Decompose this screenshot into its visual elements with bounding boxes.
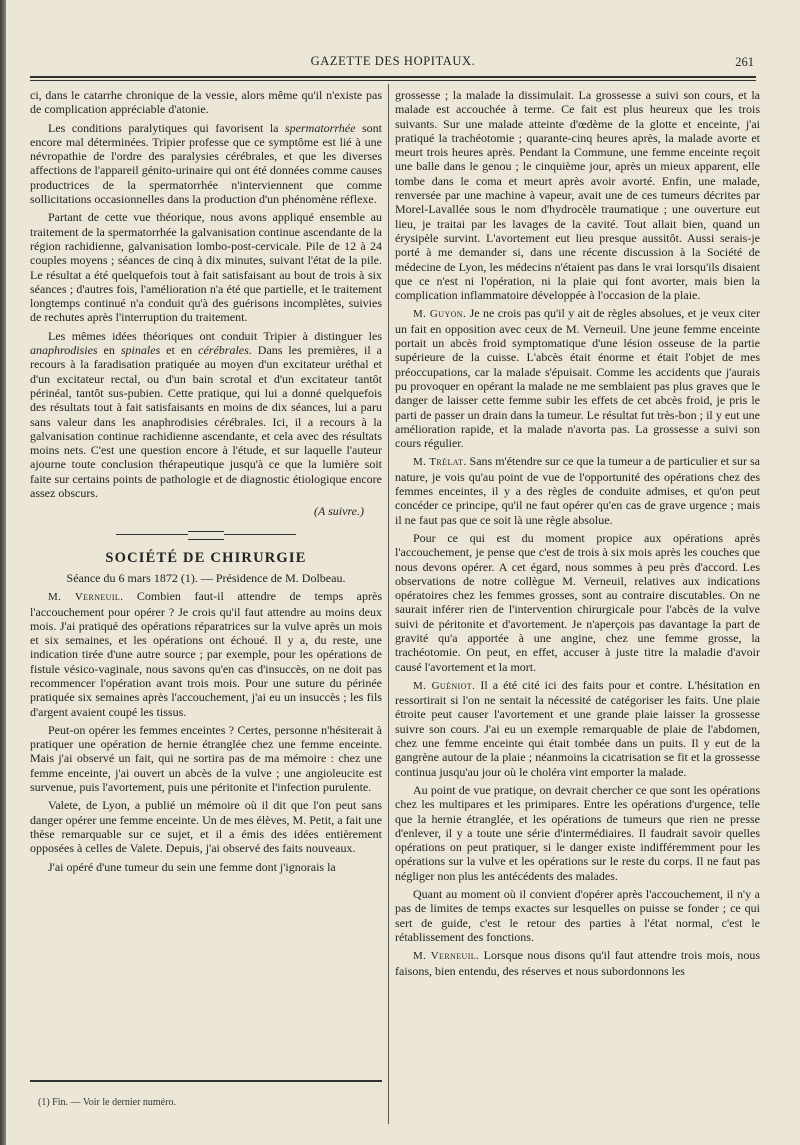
speaker-name: M. Verneuil.	[48, 591, 124, 604]
section-title: SOCIÉTÉ DE CHIRURGIE	[105, 549, 307, 566]
paragraph: M. Verneuil. Lorsque nous disons qu'il faut attendre trois mois, nous faisons, bien entendu, des réserves et nous subordonnons les	[395, 948, 760, 978]
page-number: 261	[735, 55, 754, 69]
paragraph: M. Trélat. Sans m'étendre sur ce que la tumeur a de particulier et sur sa nature, je vois qu'au point de vue de l'opportunité des opérations chez des femmes enceintes, il y a des règles de conduite admises, et qu'on peut concéder ce principe, qu'il ne faut opérer qu'en cas de grave urgence ; mais il ne faut pas que ce soit là une règle absolue.	[395, 454, 760, 527]
left-column	[30, 88, 382, 1128]
paragraph: M. Guyon. Je ne crois pas qu'il y ait de règles absolues, et je veux citer un fait en opposition avec ceux de M. Verneuil. Une jeune femme enceinte portait un abcès froid symptomatique d'une lésion osseuse de la partie supérieure de la cuisse. L'abcès était énorme et était l'objet de mes préoccupations, car la malade s'épuisait. Comme les accidents que j'aurais pu provoquer en opérant la malade ne me semblaient pas plus graves que le danger de laisser cette femme subir les effets de cet abcès froid, je pris le parti de passer un drain dans la tumeur. Le résultat fut très-bon ; il y eut une amélioration rapide, et la malade n'avorta pas. La grossesse a suivi son cours régulier.	[395, 306, 760, 451]
footnote-rule	[30, 1080, 382, 1083]
column-divider	[388, 84, 389, 1124]
speaker-name: M. Trélat.	[413, 456, 467, 469]
speaker-name: M. Verneuil.	[413, 950, 480, 963]
session-line: Séance du 6 mars 1872 (1). — Présidence de M. Dolbeau.	[66, 570, 346, 585]
paragraph: J'ai opéré d'une tumeur du sein une femme dont j'ignorais la	[48, 859, 336, 874]
journal-title: GAZETTE DES HOPITAUX.	[310, 54, 476, 68]
section-ornament	[116, 531, 296, 539]
paragraph: ci, dans le catarrhe chronique de la vessie, alors même qu'il n'existe pas de complication appréciable d'atonie.	[30, 88, 382, 117]
paragraph: Les mêmes idées théoriques ont conduit Tripier à distinguer les anaphrodisies en spinales et en cérébrales. Dans les premières, il a recours à la faradisation pratiquée au moyen d'un excitateur uréthal et d'un excitateur rectal, ou d'un bain scrotal et d'un excitateur tantôt périnéal, tantôt sus-pubien. Cette pratique, qui lui a donné quelquefois des résultats tout à fait satisfaisants en moins de dix séances, lui a paru sans valeur dans les anaphrodisies cérébrales. Ici, il a recours à la galvanisation continue rachidienne ascendante, et cela avec des résultats moins nets. C'est une question encore à l'étude, et sur laquelle l'auteur ajourne toute conclusion thérapeutique jusqu'à ce que la lumière soit faite sur certains points de pathologie et de diagnostic étiologique encore assez obscurs.	[30, 328, 382, 501]
paragraph: grossesse ; la malade la dissimulait. La grossesse a suivi son cours, et la malade est accouchée à terme. Ce fait est plus heureux que les trois suivants. Sur une malade atteinte d'œdème de la glotte et enceinte, j'ai pratiqué la trachéotomie ; quarante-cinq heures après, la malade avorte et meurt trois heures après. Pendant la Commune, une femme enceinte reçoit une balle dans le genou ; le cinquième jour, après un mieux apparent, elle tombe dans le coma et meurt après avoir avorté. Enfin, une malade, renversée par une machine à vapeur, avait une de ces tumeurs décrites par Morel-Lavallée sous le nom d'hydrocèle traumatique ; une ouverture eut lieu, je traitai par les lavages de la cavité. Tout allait bien, quand un érysipèle survint. L'avortement eut lieu presque aussitôt. Aussi serais-je porté à me demander si, dans une récente discussion à la Société de médecine de Lyon, les médecins n'étaient pas dans le vrai lorsqu'ils disaient que ce n'est ni l'opération, ni la plaie qui font avorter, mais bien la complication inflammatoire développée à l'occasion de la plaie.	[395, 88, 760, 303]
paragraph: Valete, de Lyon, a publié un mémoire où il dit que l'on peut sans danger opérer une femme enceinte. Un de mes élèves, M. Petit, a fait une thèse remarquable sur ce sujet, et il a émis des idées entièrement opposées à celles de Valete. Depuis, j'ai observé des faits nouveaux.	[30, 798, 382, 856]
header-rule	[30, 76, 756, 81]
paragraph: M. Verneuil. Combien faut-il attendre de temps après l'accouchement pour opérer ? Je crois qu'il faut attendre au moins deux mois. J'ai pratiqué des opérations réparatrices sur la vulve après un mois et six semaines, et les opérations ont échoué. Il y a, du reste, une indication tirée d'une autre source ; par exemple, pour les opérations de fistule vésico-vaginale, nous savons qu'en cas d'insuccès, on ne doit pas recommencer l'opération avant trois mois. Pour une suture du périnée pratiquée six semaines après l'accouchement, j'ai eu un insuccès ; les fils d'argent avaient coupé les tissus.	[30, 589, 382, 719]
paragraph: Pour ce qui est du moment propice aux opérations après l'accouchement, je pense que c'est de trois à six mois après les couches que nous devons opérer. A cet égard, nous sommes à peu près d'accord. Les observations de notre collègue M. Verneuil, relatives aux indications opératoires chez les femmes grosses, sont au contraire discutables. On ne saurait inférer rien de l'intervention chirurgicale pour l'abcès de la vulve suivi de péritonite et d'avortement. Je n'aperçois pas davantage la part de gravité qu'a apportée à une angine, chez une femme grosse, la trachéotomie. On peut, en effet, accuser à juste titre la maladie d'avoir causé l'avortement et la mort.	[395, 530, 760, 674]
paragraph: Partant de cette vue théorique, nous avons appliqué ensemble au traitement de la spermatorrhée la galvanisation continue ascendante de la région rachidienne, galvanisation lombo-post-cervicale. Pile de 12 à 24 couples moyens ; séances de cinq à dix minutes, suivant l'état de la pile. Le résultat a été quelquefois tout à fait satisfaisant au bout de trois à six séances ; d'autres fois, l'amélioration n'a été que partielle, et le traitement longtemps continué n'a conduit qu'à des guérisons incomplètes, suivies de rechutes après l'interruption du traitement.	[30, 210, 382, 325]
paragraph: Au point de vue pratique, on devrait chercher ce que sont les opérations chez les multipares et les primipares. Entre les opérations d'urgence, telle que la hernie étranglée, et les opérations de tumeurs que rien ne presse d'enlever, il y a toute une série d'intermédiaires. Il faudrait savoir quelles opérations on peut pratiquer, si le danger existe indifféremment pour les opérations sur la vulve et les opérations sur le reste du corps. Il ne faut pas négliger non plus les antécédents des malades.	[395, 782, 760, 883]
paragraph: Les conditions paralytiques qui favorisent la spermatorrhée sont encore mal déterminées. Tripier professe que ce symptôme est lié à une névropathie de l'ordre des paralysies cérébrales, et que les diverses affections de l'appareil génito-urinaire qui ont été données comme causes productrices de la spermatorrhée n'interviennent que comme sollicitations occasionnelles dans la production d'un phénomène réflexe.	[30, 120, 382, 207]
paragraph: Peut-on opérer les femmes enceintes ? Certes, personne n'hésiterait à pratiquer une opération de hernie étranglée chez une femme enceinte. Mais j'ai observé un fait, qui ne sortira pas de ma mémoire : chez une femme enceinte, j'ai ouvert un abcès de la vulve ; une angioleucite est survenue, puis l'avortement, puis une péritonite et l'infection purulente.	[30, 722, 382, 795]
speaker-name: M. Guyon.	[413, 308, 467, 321]
speaker-name: M. Guéniot.	[413, 679, 476, 692]
paragraph: Quant au moment où il convient d'opérer après l'accouchement, il n'y a pas de limites de temps exactes sur lesquelles on puisse se fonder ; ce qui sert de guide, c'est le retour des parties à l'état normal, c'est le rétablissement des fonctions.	[395, 887, 760, 944]
right-column	[395, 88, 760, 1138]
to-be-continued: (A suivre.)	[314, 504, 364, 519]
running-head	[28, 54, 758, 74]
paragraph: M. Guéniot. Il a été cité ici des faits pour et contre. L'hésitation en ressortirait si l'on ne sentait la nécessité de catégoriser les faits. Une plaie étroite peut causer l'avortement et une grande plaie laisser la grossesse suivre son cours. J'ai eu un exemple remarquable de plaie de l'abdomen, chez une femme enceinte qui était tombée dans un puits. Il y eut de la gangrène autour de la plaie ; néanmoins la cicatrisation se fit et la grossesse continua jusqu'au jour où le choléra vint emporter la malade.	[395, 677, 760, 779]
page-edge-shadow	[0, 0, 6, 1145]
footnote: (1) Fin. — Voir le dernier numéro.	[38, 1097, 176, 1108]
